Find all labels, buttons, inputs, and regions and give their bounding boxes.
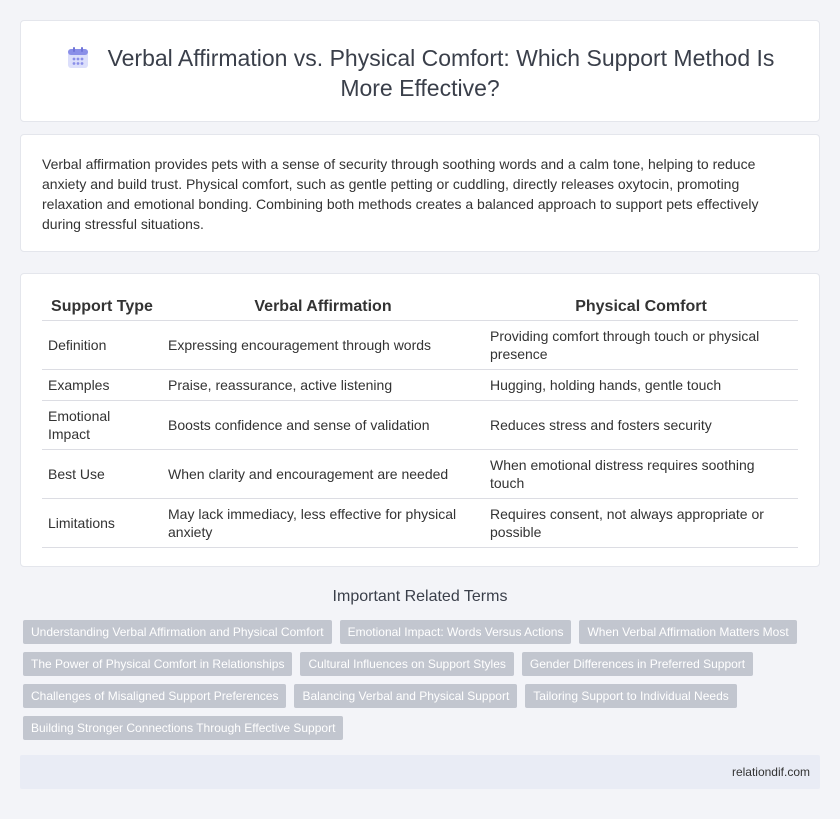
related-term-tag[interactable]: Challenges of Misaligned Support Preferences <box>23 684 286 708</box>
related-term-tag[interactable]: Building Stronger Connections Through Effective Support <box>23 716 343 740</box>
table-cell: Hugging, holding hands, gentle touch <box>484 369 798 400</box>
intro-card <box>20 134 820 252</box>
related-term-tag[interactable]: Cultural Influences on Support Styles <box>300 652 513 676</box>
table-row <box>42 400 798 449</box>
table-cell: Praise, reassurance, active listening <box>162 369 484 400</box>
calendar-icon <box>66 46 90 70</box>
related-term-tag[interactable]: The Power of Physical Comfort in Relationships <box>23 652 292 676</box>
table-row <box>42 498 798 547</box>
table-row <box>42 320 798 369</box>
table-header: Support Type <box>42 294 162 320</box>
comparison-card <box>20 273 820 567</box>
table-cell: Reduces stress and fosters security <box>484 400 798 449</box>
related-term-tag[interactable]: Understanding Verbal Affirmation and Physical Comfort <box>23 620 332 644</box>
footer-site-link[interactable]: relationdif.com <box>731 765 810 779</box>
table-row <box>42 449 798 498</box>
table-row <box>42 369 798 400</box>
related-term-tag[interactable]: Balancing Verbal and Physical Support <box>294 684 517 708</box>
table-cell: May lack immediacy, less effective for physical anxiety <box>162 498 484 547</box>
table-cell: Best Use <box>42 449 162 498</box>
related-terms-heading: Important Related Terms <box>332 588 508 605</box>
page-title-wrap <box>21 43 819 103</box>
table-cell: Definition <box>42 320 162 369</box>
table-cell: Examples <box>42 369 162 400</box>
table-cell: When clarity and encouragement are needed <box>162 449 484 498</box>
related-term-tag[interactable]: Tailoring Support to Individual Needs <box>525 684 736 708</box>
table-cell: Requires consent, not always appropriate or possible <box>484 498 798 547</box>
related-term-tag[interactable]: Emotional Impact: Words Versus Actions <box>340 620 572 644</box>
related-terms-list <box>23 620 813 740</box>
table-cell: Expressing encouragement through words <box>162 320 484 369</box>
title-card <box>20 20 820 122</box>
table-header-row <box>42 294 798 320</box>
comparison-table <box>42 294 798 548</box>
table-cell: Limitations <box>42 498 162 547</box>
related-term-tag[interactable]: Gender Differences in Preferred Support <box>522 652 753 676</box>
table-header: Physical Comfort <box>484 294 798 320</box>
table-cell: Emotional Impact <box>42 400 162 449</box>
table-cell: When emotional distress requires soothing touch <box>484 449 798 498</box>
table-cell: Providing comfort through touch or physical presence <box>484 320 798 369</box>
intro-paragraph: Verbal affirmation provides pets with a sense of security through soothing words and a calm tone, helping to reduce anxiety and build trust. Physical comfort, such as gentle petting or cuddling, directly releases oxytocin, promoting relaxation and emotional bonding. Combining both methods creates a balanced approach to support pets effectively during stressful situations. <box>42 156 759 232</box>
footer <box>20 755 820 789</box>
related-term-tag[interactable]: When Verbal Affirmation Matters Most <box>579 620 796 644</box>
table-header: Verbal Affirmation <box>162 294 484 320</box>
table-cell: Boosts confidence and sense of validation <box>162 400 484 449</box>
page-title: Verbal Affirmation vs. Physical Comfort: Which Support Method Is More Effective? <box>107 45 775 101</box>
